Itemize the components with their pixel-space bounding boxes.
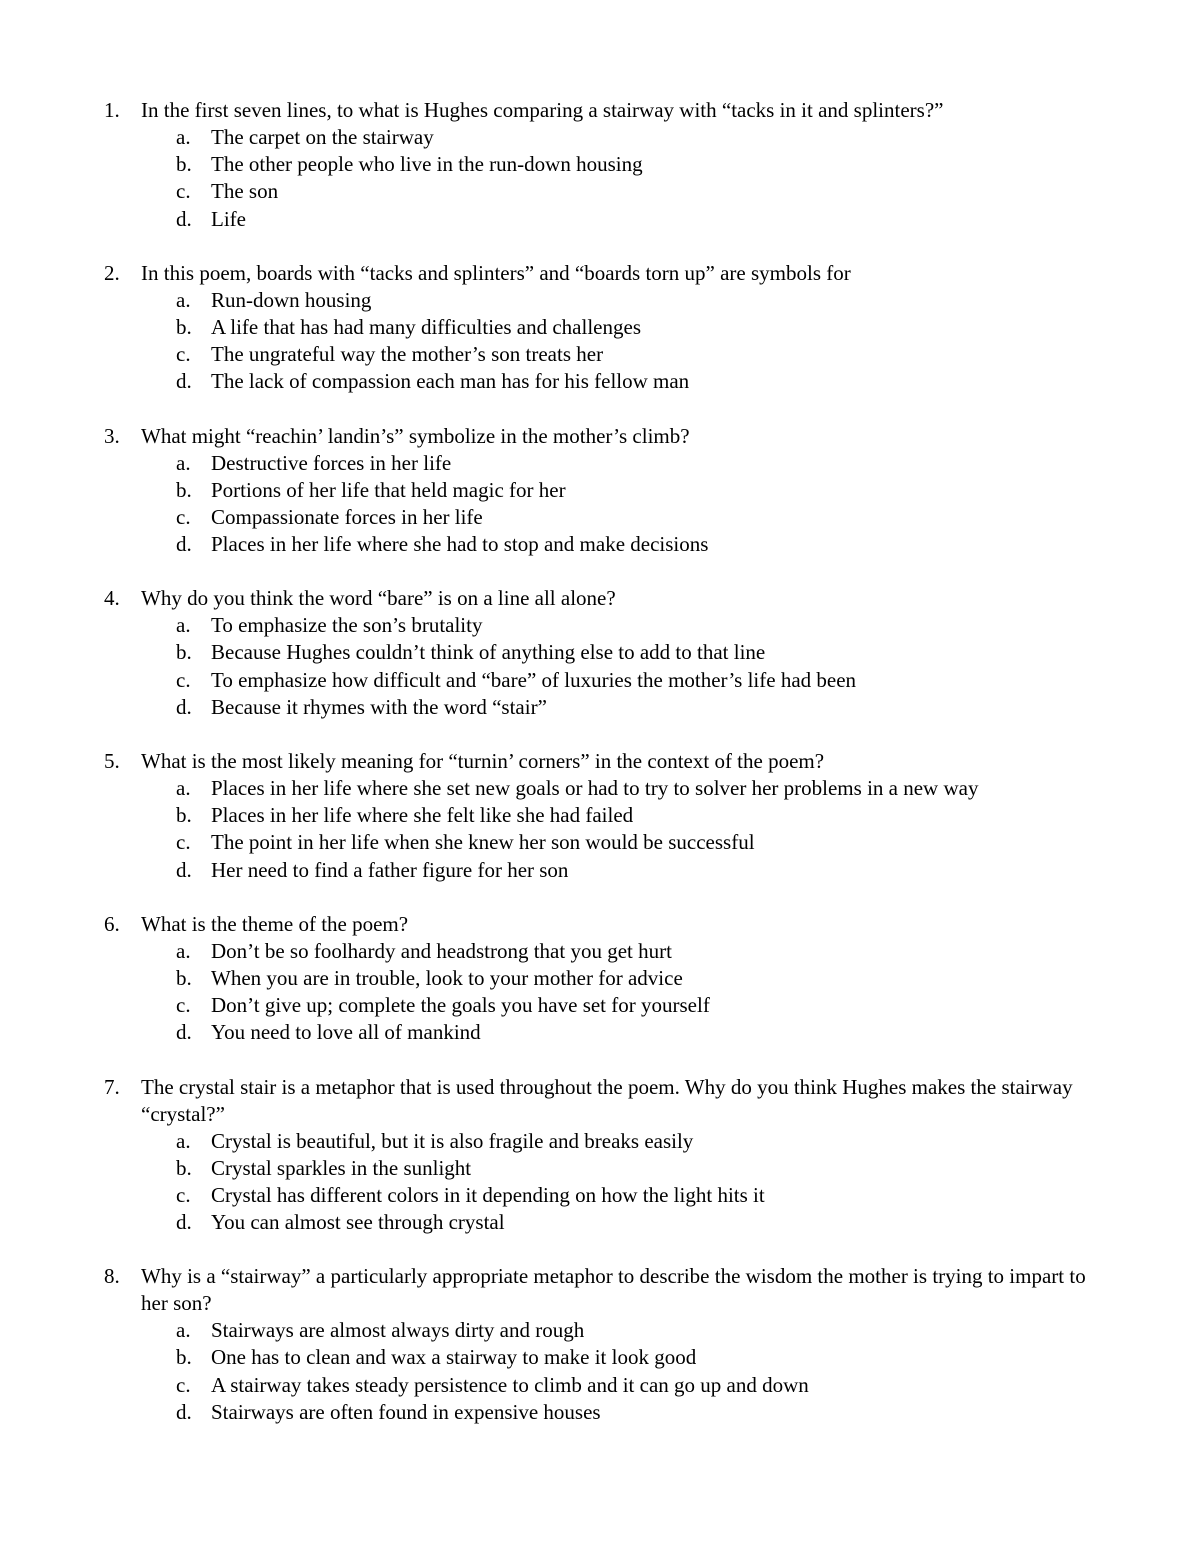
answer-option xyxy=(0,124,1200,151)
answer-options xyxy=(0,1317,1200,1426)
option-letter: b. xyxy=(176,314,192,339)
question-item xyxy=(0,585,1200,721)
question-item xyxy=(0,1263,1200,1426)
question-item xyxy=(0,748,1200,884)
option-letter: b. xyxy=(176,477,192,502)
question-text: Why do you think the word “bare” is on a line all alone? xyxy=(141,586,616,611)
option-letter: a. xyxy=(176,938,191,963)
option-letter: c. xyxy=(176,504,191,529)
question-item xyxy=(0,260,1200,396)
option-letter: c. xyxy=(176,1372,191,1397)
answer-option xyxy=(0,829,1200,856)
question-list xyxy=(0,97,1200,1453)
answer-option xyxy=(0,667,1200,694)
option-letter: c. xyxy=(176,667,191,692)
answer-option xyxy=(0,694,1200,721)
question-item xyxy=(0,423,1200,559)
answer-option xyxy=(0,504,1200,531)
option-text: Her need to find a father figure for her son xyxy=(211,857,569,882)
option-letter: d. xyxy=(176,1399,192,1424)
question-number: 3. xyxy=(104,423,120,448)
option-text: Run-down housing xyxy=(211,287,372,312)
answer-option xyxy=(0,531,1200,558)
question-text: In the first seven lines, to what is Hughes comparing a stairway with “tacks in it and splinters?” xyxy=(141,98,944,122)
answer-option xyxy=(0,178,1200,205)
option-letter: b. xyxy=(176,152,192,177)
question-item xyxy=(0,97,1200,233)
question-number: 6. xyxy=(104,911,120,936)
option-text: Places in her life where she had to stop and make decisions xyxy=(211,532,709,557)
option-text: The carpet on the stairway xyxy=(211,125,434,149)
answer-option xyxy=(0,206,1200,233)
answer-option xyxy=(0,287,1200,314)
question-number: 1. xyxy=(104,98,120,122)
answer-option xyxy=(0,802,1200,829)
option-letter: a. xyxy=(176,776,191,800)
option-letter: d. xyxy=(176,532,192,557)
answer-options xyxy=(0,287,1200,396)
option-letter: a. xyxy=(176,450,191,475)
answer-option xyxy=(0,1155,1200,1182)
answer-option xyxy=(0,857,1200,884)
question-number: 8. xyxy=(104,1264,120,1289)
answer-option xyxy=(0,1128,1200,1155)
option-text: Life xyxy=(211,206,246,231)
answer-option xyxy=(0,1372,1200,1399)
option-text: Places in her life where she felt like she had failed xyxy=(211,803,634,828)
question-number: 7. xyxy=(104,1074,120,1099)
answer-options xyxy=(0,1128,1200,1237)
option-letter: c. xyxy=(176,179,191,204)
option-letter: c. xyxy=(176,1182,191,1207)
answer-option xyxy=(0,1317,1200,1344)
option-letter: d. xyxy=(176,206,192,231)
question-text: What is the most likely meaning for “turnin’ corners” in the context of the poem? xyxy=(141,749,825,773)
answer-option xyxy=(0,314,1200,341)
answer-option xyxy=(0,368,1200,395)
option-text: When you are in trouble, look to your mother for advice xyxy=(211,965,683,990)
option-letter: b. xyxy=(176,803,192,828)
option-letter: a. xyxy=(176,125,191,149)
answer-option xyxy=(0,639,1200,666)
answer-options xyxy=(0,612,1200,721)
answer-option xyxy=(0,992,1200,1019)
answer-option xyxy=(0,341,1200,368)
option-letter: b. xyxy=(176,965,192,990)
answer-options xyxy=(0,775,1200,884)
answer-option xyxy=(0,1344,1200,1371)
question-number: 2. xyxy=(104,260,120,285)
option-letter: d. xyxy=(176,1020,192,1045)
question-text: In this poem, boards with “tacks and splinters” and “boards torn up” are symbols for xyxy=(141,260,851,285)
option-text: Stairways are often found in expensive houses xyxy=(211,1399,601,1424)
option-letter: c. xyxy=(176,993,191,1018)
answer-options xyxy=(0,124,1200,233)
option-text: The son xyxy=(211,179,279,204)
option-text: The other people who live in the run-down housing xyxy=(211,152,643,177)
option-letter: a. xyxy=(176,1128,191,1153)
answer-option xyxy=(0,1209,1200,1236)
option-text: You can almost see through crystal xyxy=(211,1210,505,1235)
option-text: The lack of compassion each man has for his fellow man xyxy=(211,369,690,394)
option-letter: d. xyxy=(176,369,192,394)
option-letter: b. xyxy=(176,640,192,665)
question-item xyxy=(0,911,1200,1047)
answer-option xyxy=(0,775,1200,802)
option-text: A life that has had many difficulties and challenges xyxy=(211,314,641,339)
question-text: Why is a “stairway” a particularly appropriate metaphor to describe the wisdom the mother is trying to impart to her son? xyxy=(141,1264,1086,1316)
option-text: Crystal has different colors in it depending on how the light hits it xyxy=(211,1182,765,1207)
answer-option xyxy=(0,151,1200,178)
answer-option xyxy=(0,1399,1200,1426)
option-text: Crystal sparkles in the sunlight xyxy=(211,1155,472,1180)
option-text: Stairways are almost always dirty and rough xyxy=(211,1318,585,1343)
option-text: Destructive forces in her life xyxy=(211,450,452,475)
option-text: To emphasize how difficult and “bare” of luxuries the mother’s life had been xyxy=(211,667,857,692)
question-text: What might “reachin’ landin’s” symbolize in the mother’s climb? xyxy=(141,423,690,448)
question-number: 5. xyxy=(104,749,120,773)
option-letter: c. xyxy=(176,830,191,855)
option-text: Don’t give up; complete the goals you have set for yourself xyxy=(211,993,710,1018)
question-text: What is the theme of the poem? xyxy=(141,911,409,936)
option-text: The point in her life when she knew her son would be successful xyxy=(211,830,755,855)
answer-option xyxy=(0,450,1200,477)
answer-option xyxy=(0,612,1200,639)
option-text: Because it rhymes with the word “stair” xyxy=(211,694,547,719)
option-letter: d. xyxy=(176,857,192,882)
answer-options xyxy=(0,450,1200,559)
answer-options xyxy=(0,938,1200,1047)
option-text: Places in her life where she set new goals or had to try to solver her problems in a new way xyxy=(211,776,979,800)
option-letter: d. xyxy=(176,1210,192,1235)
option-text: Compassionate forces in her life xyxy=(211,504,483,529)
option-text: Crystal is beautiful, but it is also fragile and breaks easily xyxy=(211,1128,694,1153)
option-text: You need to love all of mankind xyxy=(211,1020,481,1045)
option-letter: a. xyxy=(176,1318,191,1343)
option-text: Because Hughes couldn’t think of anything else to add to that line xyxy=(211,640,766,665)
option-text: Don’t be so foolhardy and headstrong that you get hurt xyxy=(211,938,672,963)
option-letter: b. xyxy=(176,1345,192,1370)
answer-option xyxy=(0,1182,1200,1209)
option-text: Portions of her life that held magic for her xyxy=(211,477,566,502)
option-letter: d. xyxy=(176,694,192,719)
option-text: The ungrateful way the mother’s son treats her xyxy=(211,342,604,367)
option-letter: a. xyxy=(176,287,191,312)
option-text: One has to clean and wax a stairway to make it look good xyxy=(211,1345,697,1370)
question-number: 4. xyxy=(104,586,120,611)
option-letter: b. xyxy=(176,1155,192,1180)
answer-option xyxy=(0,1019,1200,1046)
option-text: A stairway takes steady persistence to climb and it can go up and down xyxy=(211,1372,809,1397)
option-letter: a. xyxy=(176,613,191,638)
answer-option xyxy=(0,938,1200,965)
option-letter: c. xyxy=(176,342,191,367)
option-text: To emphasize the son’s brutality xyxy=(211,613,483,638)
question-item xyxy=(0,1074,1200,1237)
answer-option xyxy=(0,477,1200,504)
answer-option xyxy=(0,965,1200,992)
question-text: The crystal stair is a metaphor that is used throughout the poem. Why do you think Hughes makes the stairway “crystal?” xyxy=(141,1074,1073,1126)
